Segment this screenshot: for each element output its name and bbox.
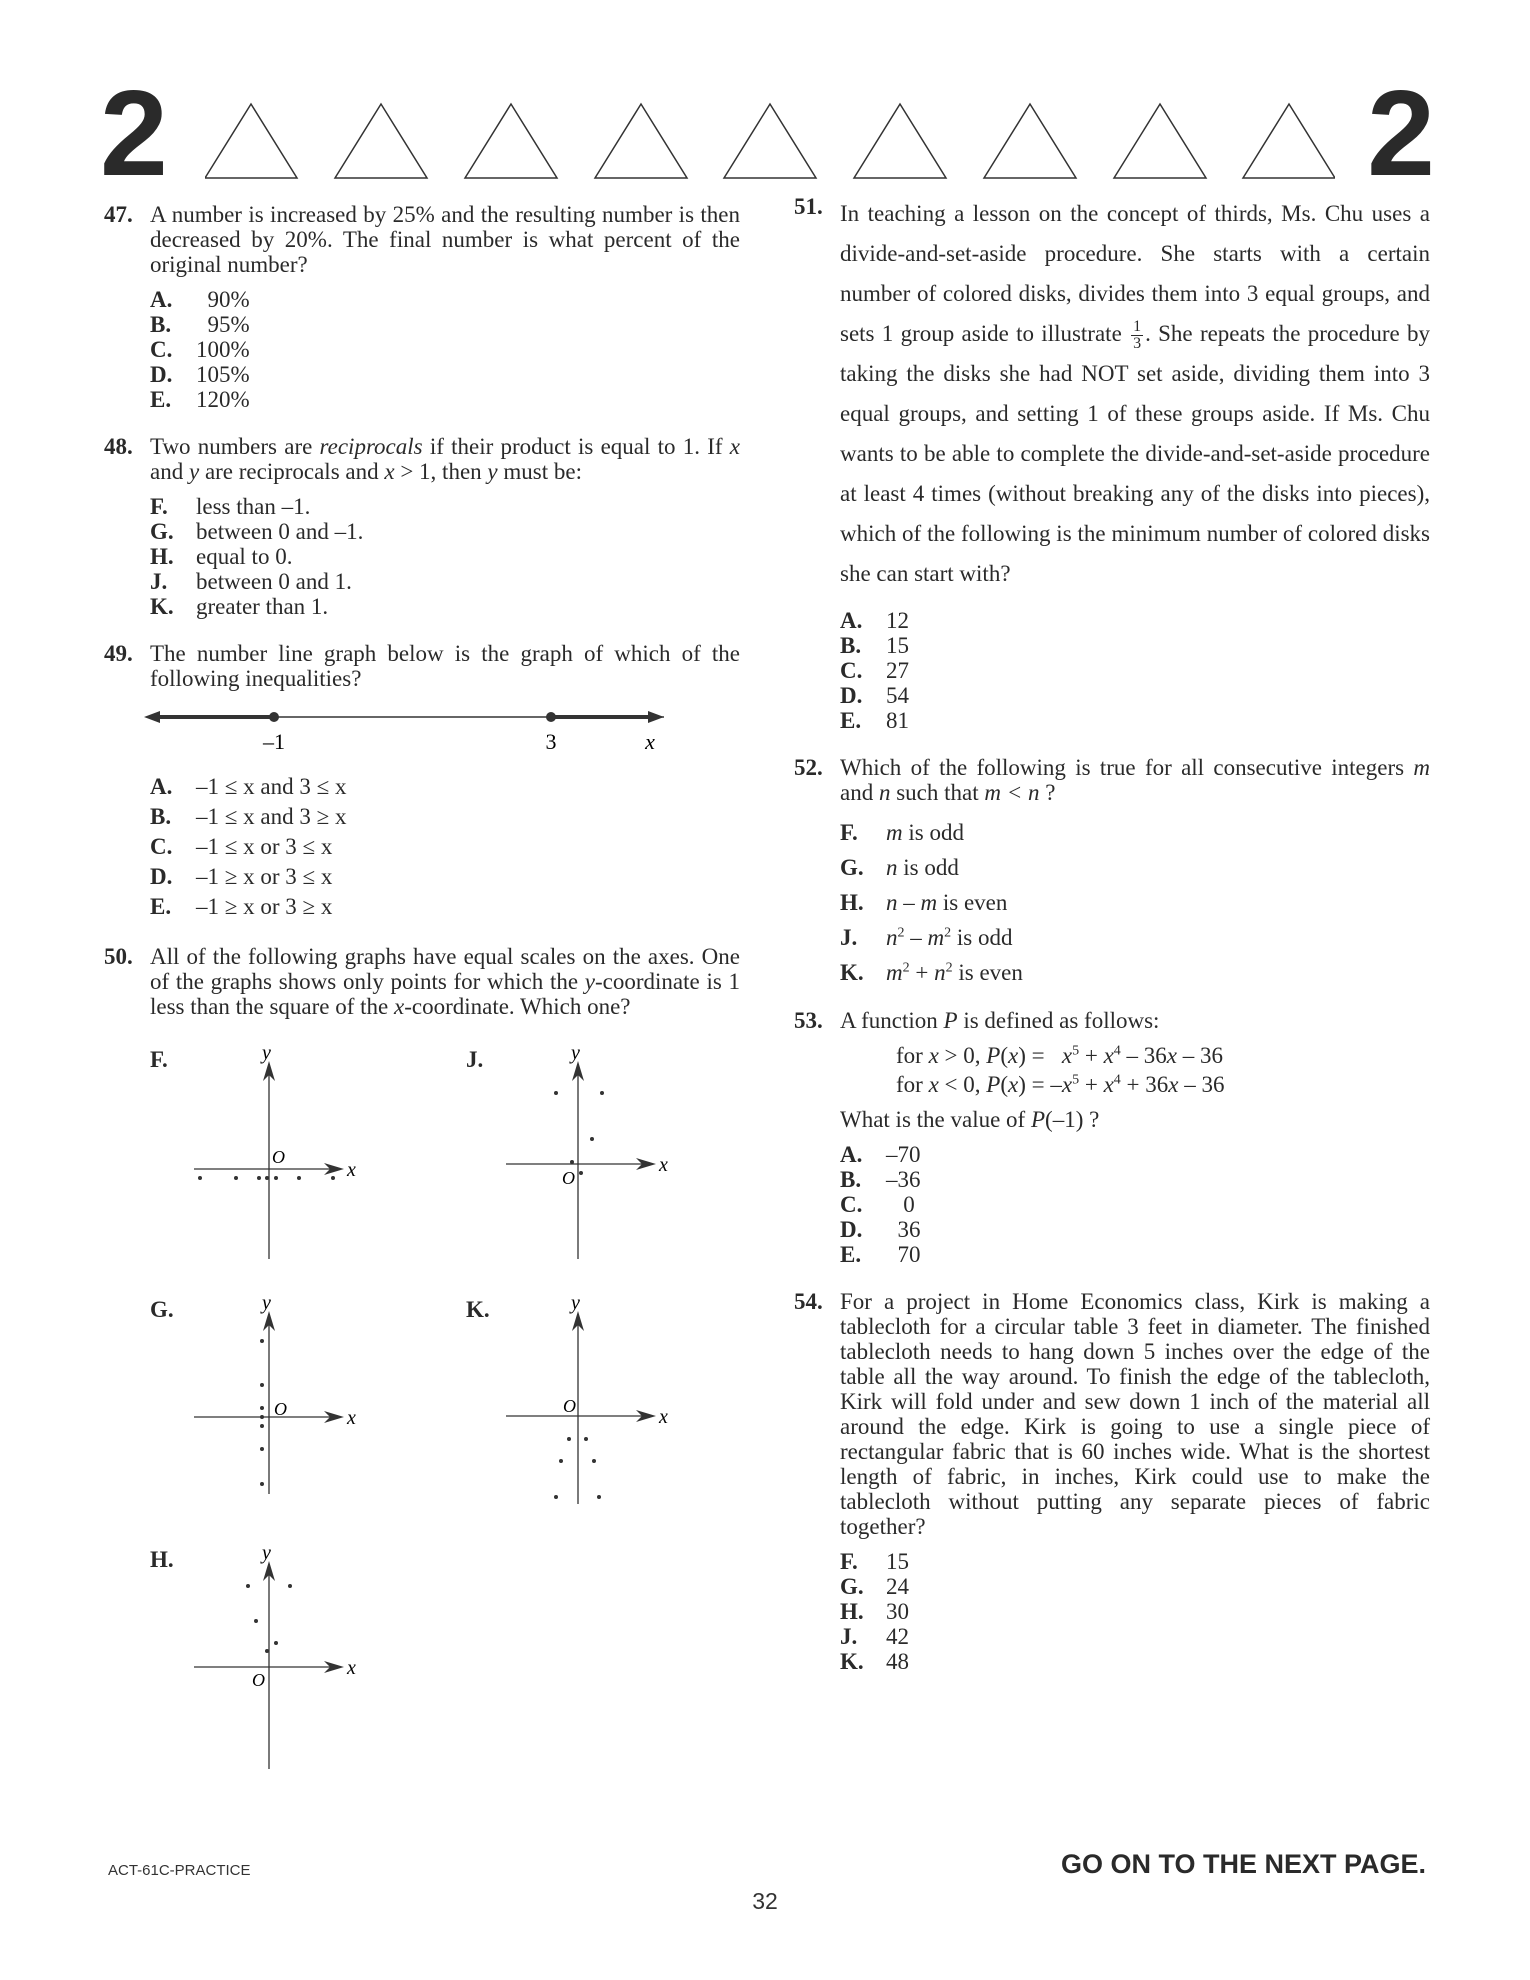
graph-label-f[interactable]: F.: [150, 1047, 168, 1072]
question-54: [794, 1289, 1430, 1674]
svg-text:O: O: [274, 1399, 287, 1419]
svg-text:O: O: [563, 1396, 576, 1416]
svg-text:x: x: [347, 1657, 356, 1679]
choice-b[interactable]: B. 95%: [150, 312, 250, 337]
question-number: 52.: [794, 755, 823, 780]
answer-choices: [150, 287, 740, 412]
right-column: [794, 194, 1431, 1674]
choice-d[interactable]: D. 36: [840, 1217, 921, 1242]
choice-h[interactable]: H. 30: [840, 1599, 909, 1624]
choice-d[interactable]: D. 54: [840, 683, 909, 708]
test-code: ACT-61C-PRACTICE: [108, 1862, 251, 1879]
choice-c[interactable]: C. 0: [840, 1192, 915, 1217]
question-47: [104, 202, 740, 412]
choice-g[interactable]: G. n is odd: [840, 855, 959, 880]
question-number: 51.: [794, 194, 823, 219]
question-number: 49.: [104, 641, 133, 666]
question-53: [794, 1008, 1430, 1267]
fraction-one-third: $\frac{1}{3}$: [1133, 318, 1142, 353]
svg-text:x: x: [659, 1154, 668, 1176]
triangle-icon: [1114, 104, 1206, 178]
triangle-icon: [984, 104, 1076, 178]
graph-label-j[interactable]: J.: [466, 1047, 484, 1072]
svg-text:O: O: [272, 1147, 285, 1167]
choice-f[interactable]: F. less than –1.: [150, 494, 311, 519]
graph-j[interactable]: [506, 1039, 726, 1269]
choice-j[interactable]: J. 42: [840, 1624, 909, 1649]
choice-c[interactable]: C. –1 ≤ x or 3 ≤ x: [150, 834, 333, 859]
triangle-icon: [465, 104, 557, 178]
question-number: 48.: [104, 434, 133, 459]
answer-choices: [840, 1142, 1430, 1267]
left-column: [104, 202, 740, 1789]
graph-h[interactable]: [194, 1539, 414, 1779]
graph-options: [104, 1029, 740, 1789]
graph-label-g[interactable]: G.: [150, 1297, 174, 1322]
answer-choices: [840, 608, 1430, 733]
choice-b[interactable]: B. 15: [840, 633, 909, 658]
svg-text:x: x: [659, 1406, 668, 1428]
triangle-icon: [335, 104, 427, 178]
question-text: A function P is defined as follows:: [840, 1008, 1160, 1033]
graph-g[interactable]: [194, 1289, 414, 1519]
graph-label-h[interactable]: H.: [150, 1547, 174, 1572]
question-number: 47.: [104, 202, 133, 227]
svg-text:y: y: [571, 1042, 580, 1064]
choice-j[interactable]: J. $n^2 - m^2$ is odd: [840, 925, 1013, 950]
number-line: [144, 703, 704, 759]
triangle-icon: [595, 104, 687, 178]
question-50: [104, 944, 740, 1789]
question-number: 53.: [794, 1008, 823, 1033]
question-text: Which of the following is true for all consecutive integers m and n such that m < n ?: [840, 755, 1430, 805]
choice-j[interactable]: J. between 0 and 1.: [150, 569, 352, 594]
triangle-icon: [854, 104, 946, 178]
question-text: Two numbers are reciprocals if their product is equal to 1. If x and y are reciprocals and x > 1, then y must be:: [150, 434, 740, 484]
choice-a[interactable]: A. 12: [840, 608, 909, 633]
choice-e[interactable]: E. –1 ≥ x or 3 ≥ x: [150, 894, 333, 919]
triangle-icon: [724, 104, 816, 178]
question-text: All of the following graphs have equal scales on the axes. One of the graphs shows only points for which the y-coordinate is 1 less than the square of the x-coordinate. Which one?: [150, 944, 740, 1019]
choice-g[interactable]: G. 24: [840, 1574, 909, 1599]
question-text: A number is increased by 25% and the resulting number is then decreased by 20%. The final number is what percent of the original number?: [150, 202, 740, 277]
svg-text:y: y: [262, 1042, 271, 1064]
choice-a[interactable]: A. 90%: [150, 287, 250, 312]
svg-text:O: O: [562, 1168, 575, 1188]
choice-f[interactable]: F. 15: [840, 1549, 909, 1574]
arrow-right-icon: [648, 711, 664, 723]
question-51: [794, 194, 1430, 733]
answer-choices: [840, 1549, 1430, 1674]
choice-d[interactable]: D. –1 ≥ x or 3 ≤ x: [150, 864, 333, 889]
function-definition: [896, 1041, 1430, 1099]
question-text: In teaching a lesson on the concept of thirds, Ms. Chu uses a divide-and-set-aside procedure. She starts with a certain number of colored disks, divides them into 3 equal groups, and sets 1 group aside to illustrate $\frac{1}{3}$ . She repeats the procedure by taking the disks she had NOT set aside, dividing them into 3 equal groups, and setting 1 of these groups aside. If Ms. Chu wants to be able to complete the divide-and-set-aside procedure at least 4 times (without breaking any of the disks into pieces), which of the following is the minimum number of colored disks she can start with?: [840, 201, 1431, 586]
choice-e[interactable]: E. 81: [840, 708, 909, 733]
function-case-negative: for x < 0, $P(x) = -x^5 + x^4 + 36x - 36$: [896, 1072, 1225, 1097]
question-49: [104, 641, 740, 922]
arrow-left-icon: [144, 711, 160, 723]
section-number-left: 2: [100, 65, 168, 201]
question-text: For a project in Home Economics class, Kirk is making a tablecloth for a circular table 3 feet in diameter. The finished tablecloth needs to hang down 5 inches over the edge of the table all the way around. To finish the edge of the tablecloth, Kirk will fold under and sew down 1 inch of the material all around the edge. Kirk is going to use a single piece of rectangular fabric that is 60 inches wide. What is the shortest length of fabric, in inches, Kirk could use to make the tablecloth without putting any separate pieces of fabric together?: [840, 1289, 1430, 1539]
choice-h[interactable]: H. equal to 0.: [150, 544, 293, 569]
choice-b[interactable]: B. –36: [840, 1167, 921, 1192]
choice-h[interactable]: H. n – m is even: [840, 890, 1008, 915]
triangle-row: [205, 98, 1335, 183]
section-number-right: 2: [1367, 65, 1435, 201]
endpoint-three: [546, 712, 556, 722]
svg-text:y: y: [262, 1542, 271, 1564]
choice-c[interactable]: C. 27: [840, 658, 909, 683]
question-number: 50.: [104, 944, 133, 969]
svg-text:y: y: [571, 1292, 580, 1314]
choice-k[interactable]: K. $m^2 + n^2$ is even: [840, 960, 1023, 985]
question-number: 54.: [794, 1289, 823, 1314]
graph-f[interactable]: [194, 1039, 414, 1269]
axis-label-x: x: [645, 729, 655, 754]
answer-choices: [150, 494, 740, 619]
svg-text:x: x: [347, 1407, 356, 1429]
next-page-notice: GO ON TO THE NEXT PAGE.: [1060, 1849, 1426, 1879]
choice-k[interactable]: K. greater than 1.: [150, 594, 329, 619]
graph-label-k[interactable]: K.: [466, 1297, 490, 1322]
tick-label-three: 3: [545, 729, 557, 754]
svg-text:y: y: [262, 1292, 271, 1314]
choice-a[interactable]: A. –1 ≤ x and 3 ≤ x: [150, 774, 347, 799]
choice-e[interactable]: E. 120%: [150, 387, 250, 412]
answer-choices: [150, 772, 740, 922]
triangle-icon: [1243, 104, 1335, 178]
question-52: [794, 755, 1430, 990]
answer-choices: [840, 815, 1430, 990]
choice-f[interactable]: F. m is odd: [840, 820, 964, 845]
choice-k[interactable]: K. 48: [840, 1649, 909, 1674]
endpoint-minus-one: [269, 712, 279, 722]
function-case-positive: for x > 0, $P(x) = x^5 + x^4 - 36x - 36$: [896, 1043, 1224, 1068]
question-prompt: What is the value of P(–1) ?: [840, 1107, 1100, 1132]
tick-label-minus-one: –1: [263, 729, 285, 754]
section-header: [95, 65, 1435, 201]
question-48: [104, 434, 740, 619]
choice-d[interactable]: D. 105%: [150, 362, 250, 387]
choice-a[interactable]: A. –70: [840, 1142, 921, 1167]
svg-text:O: O: [252, 1670, 265, 1690]
choice-b[interactable]: B. –1 ≤ x and 3 ≥ x: [150, 804, 347, 829]
svg-text:x: x: [347, 1159, 356, 1181]
triangle-icon: [205, 104, 297, 178]
question-text: The number line graph below is the graph of which of the following inequalities?: [150, 641, 740, 691]
choice-g[interactable]: G. between 0 and –1.: [150, 519, 364, 544]
choice-c[interactable]: C. 100%: [150, 337, 250, 362]
graph-k[interactable]: [506, 1289, 726, 1519]
page-number: 32: [752, 1888, 778, 1914]
choice-e[interactable]: E. 70: [840, 1242, 921, 1267]
